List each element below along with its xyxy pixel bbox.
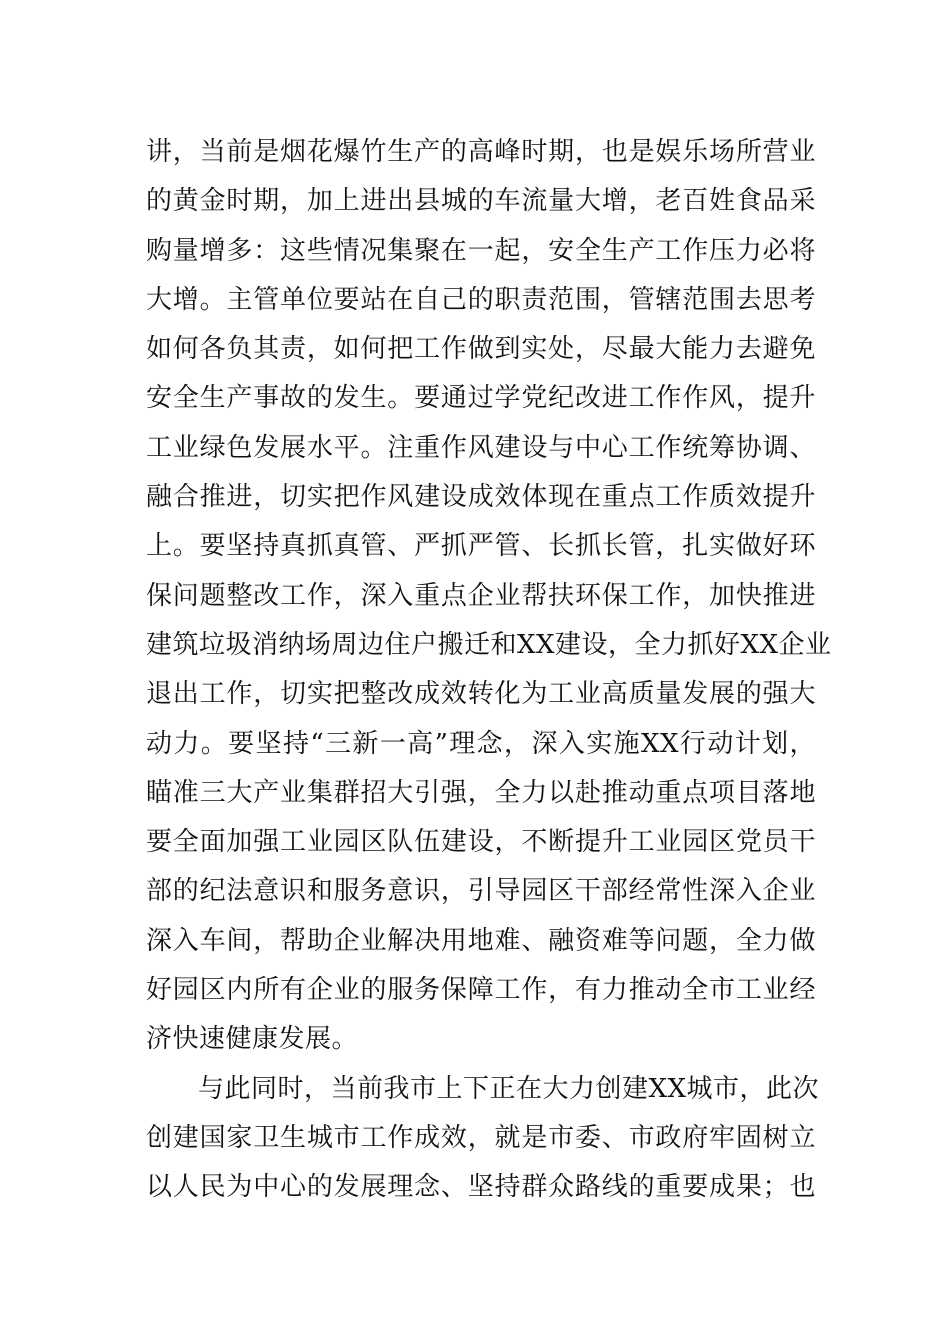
text-line: 如何各负其责，如何把工作做到实处，尽最大能力去避免 bbox=[146, 334, 816, 365]
text-line: 建筑垃圾消纳场周边住户搬迁和XX建设，全力抓好XX企业 bbox=[146, 629, 832, 660]
paragraph-2 bbox=[146, 1065, 820, 1213]
body-text bbox=[146, 128, 832, 1213]
text-line: 大增。主管单位要站在自己的职责范围，管辖范围去思考 bbox=[146, 284, 816, 315]
text-line: 瞄准三大产业集群招大引强，全力以赴推动重点项目落地 bbox=[146, 777, 816, 808]
text-line: 保问题整改工作，深入重点企业帮扶环保工作，加快推进 bbox=[146, 580, 816, 611]
text-line: 退出工作，切实把整改成效转化为工业高质量发展的强大 bbox=[146, 679, 816, 710]
text-line: 动力。要坚持“三新一高”理念，深入实施XX行动计划， bbox=[146, 728, 816, 759]
text-line: 以人民为中心的发展理念、坚持群众路线的重要成果；也 bbox=[146, 1172, 816, 1203]
text-line: 安全生产事故的发生。要通过学党纪改进工作作风，提升 bbox=[146, 383, 816, 414]
text-line: 要全面加强工业园区队伍建设，不断提升工业园区党员干 bbox=[146, 827, 816, 858]
text-line: 融合推进，切实把作风建设成效体现在重点工作质效提升 bbox=[146, 482, 816, 513]
text-line: 与此同时，当前我市上下正在大力创建XX城市，此次 bbox=[198, 1073, 820, 1104]
text-line: 讲，当前是烟花爆竹生产的高峰时期，也是娱乐场所营业 bbox=[146, 137, 816, 167]
text-line: 购量增多：这些情况集聚在一起，安全生产工作压力必将 bbox=[146, 235, 816, 266]
text-line: 深入车间，帮助企业解决用地难、融资难等问题，全力做 bbox=[146, 925, 816, 956]
text-line: 上。要坚持真抓真管、严抓严管、长抓长管，扎实做好环 bbox=[146, 531, 816, 562]
text-line: 的黄金时期，加上进出县城的车流量大增，老百姓食品采 bbox=[146, 186, 816, 217]
text-line: 好园区内所有企业的服务保障工作，有力推动全市工业经 bbox=[146, 975, 816, 1006]
text-line: 部的纪法意识和服务意识，引导园区干部经常性深入企业 bbox=[146, 876, 816, 907]
paragraph-1 bbox=[146, 128, 832, 1065]
text-line: 创建国家卫生城市工作成效，就是市委、市政府牢固树立 bbox=[146, 1122, 816, 1153]
text-line: 济快速健康发展。 bbox=[146, 1024, 359, 1055]
text-line: 工业绿色发展水平。注重作风建设与中心工作统筹协调、 bbox=[146, 432, 816, 463]
